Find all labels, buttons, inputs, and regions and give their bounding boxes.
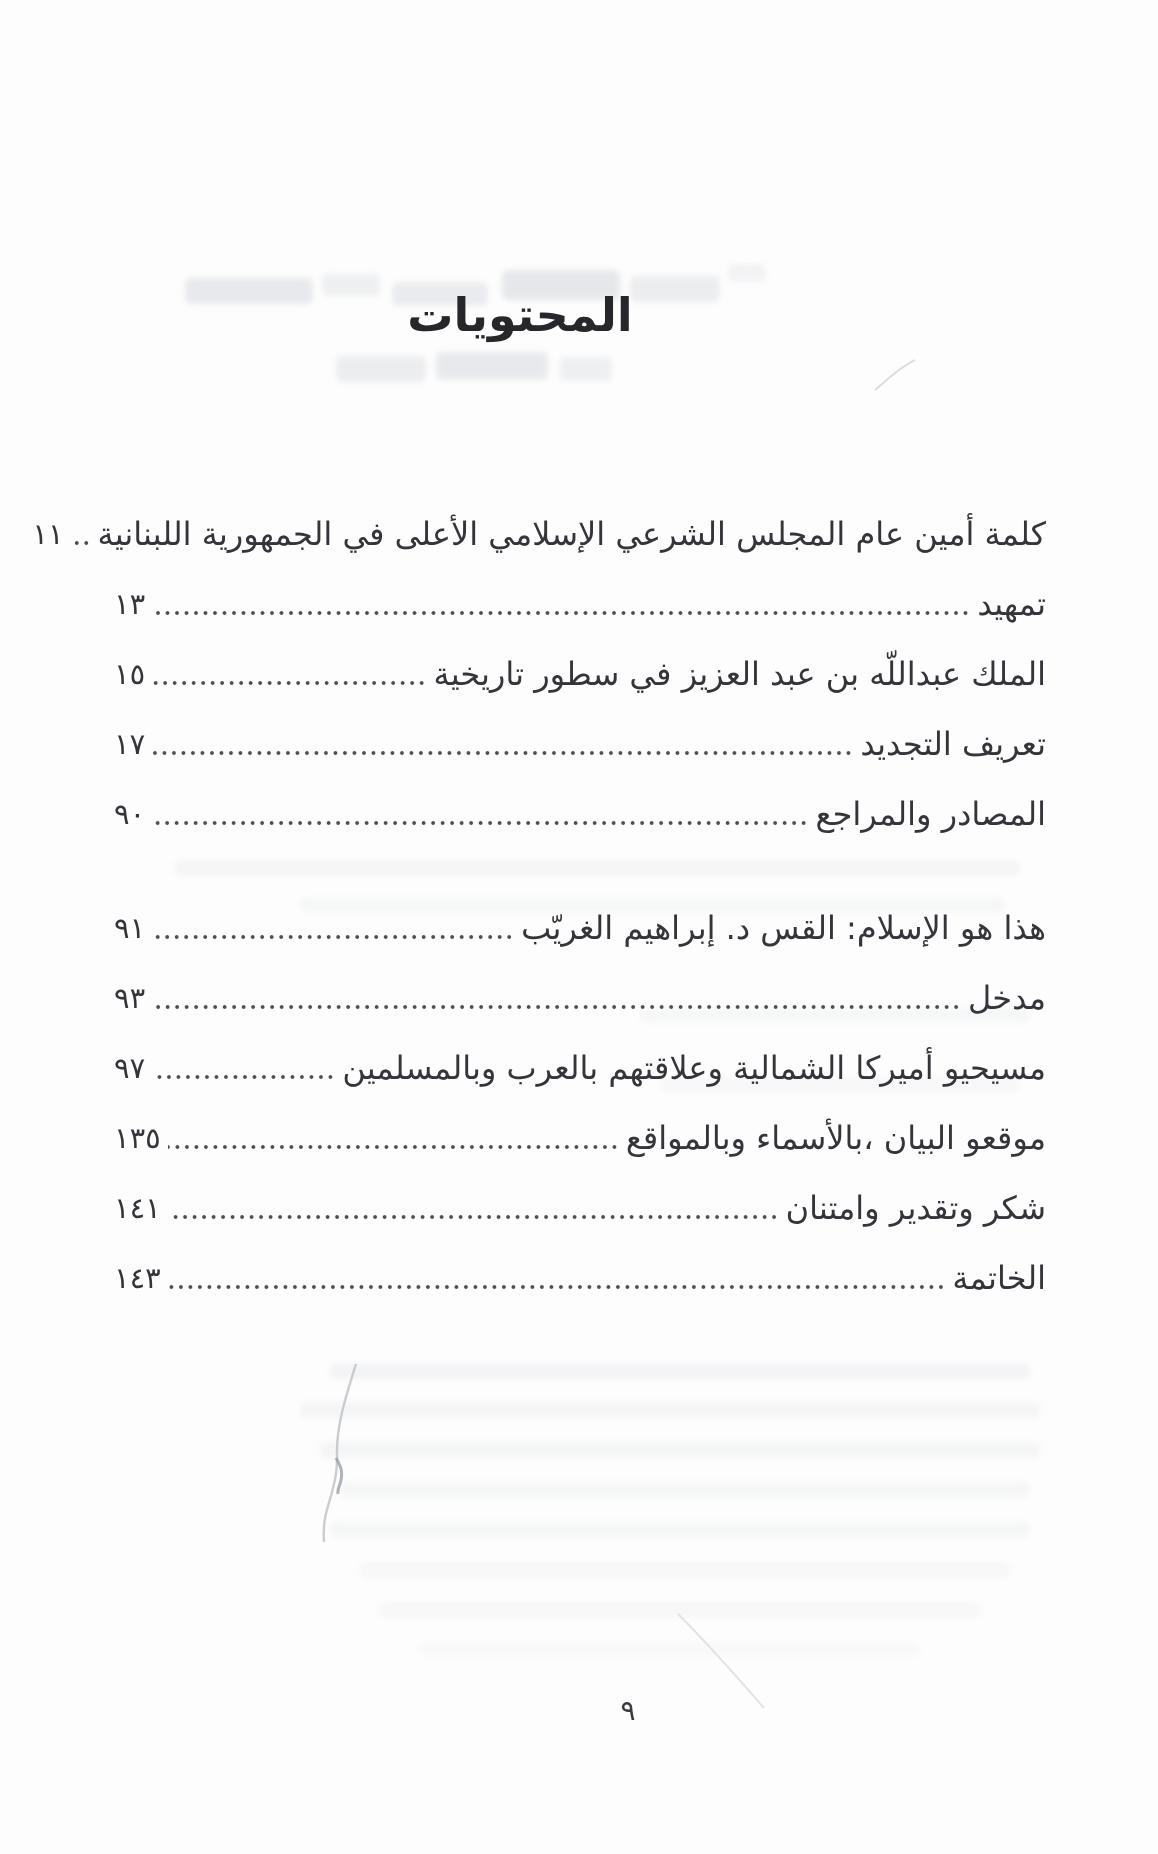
toc-leader-dots — [168, 1282, 946, 1292]
ghost-text-line — [340, 1482, 1030, 1498]
toc-entry-page-number: ٩٧ — [114, 1051, 146, 1085]
toc-leader-dots — [168, 1212, 779, 1222]
toc-entry-label: هذا هو الإسلام: القس د. إبراهيم الغريّب — [521, 909, 1046, 947]
toc-entry-page-number: ١٣٥ — [114, 1121, 161, 1155]
toc-leader-dots — [152, 608, 970, 618]
toc-leader-dots — [152, 818, 808, 828]
toc-entry-page-number: ٩١ — [114, 911, 146, 945]
toc-group — [114, 906, 1046, 1300]
ghost-text-line — [336, 356, 426, 382]
toc-entry-label: مسيحيو أميركا الشمالية وعلاقتهم بالعرب وبالمسلمين — [342, 1049, 1046, 1087]
toc-entry-label: الملك عبداللّه بن عبد العزيز في سطور تاريخية — [433, 655, 1046, 693]
toc-entry — [114, 1256, 1046, 1300]
toc-leader-dots — [71, 538, 91, 548]
ghost-text-line — [728, 264, 766, 282]
toc-entry — [114, 1046, 1046, 1090]
toc-entry — [114, 1186, 1046, 1230]
toc-entry-page-number: ١٥ — [114, 657, 146, 691]
toc-entry-label: كلمة أمين عام المجلس الشرعي الإسلامي الأعلى في الجمهورية اللبنانية — [97, 515, 1046, 553]
toc-entry-page-number: ١٤٣ — [114, 1261, 161, 1295]
toc-entry-label: الخاتمة — [952, 1259, 1046, 1297]
toc-leader-dots — [152, 1002, 961, 1012]
ghost-text-line — [330, 1363, 1030, 1379]
toc-entry-page-number: ١٣ — [114, 587, 146, 621]
toc-entry — [114, 652, 1046, 696]
toc-entry-label: تعريف التجديد — [860, 725, 1046, 763]
toc-list — [32, 512, 1046, 1326]
toc-entry-page-number: ٩٠ — [114, 797, 146, 831]
toc-entry-label: شكر وتقدير وامتنان — [785, 1189, 1046, 1227]
toc-entry-page-number: ١٧ — [114, 727, 146, 761]
crease-mark-small — [865, 352, 925, 402]
toc-entry-label: المصادر والمراجع — [815, 795, 1046, 833]
toc-entry-page-number: ٩٣ — [114, 981, 146, 1015]
toc-leader-dots — [152, 932, 514, 942]
toc-entry-label: تمهيد — [977, 585, 1046, 623]
toc-entry-page-number: ١٤١ — [114, 1191, 161, 1225]
ghost-text-line — [320, 1442, 1040, 1458]
ghost-text-line — [360, 1562, 1010, 1578]
toc-entry-page-number: ١١ — [32, 517, 64, 551]
ghost-text-line — [436, 352, 548, 380]
toc-entry — [114, 582, 1046, 626]
ghost-text-line — [330, 1522, 1030, 1538]
crease-mark — [290, 1360, 400, 1550]
toc-entry-label: مدخل — [968, 979, 1046, 1017]
toc-entry — [114, 906, 1046, 950]
page-number: ٩ — [620, 1694, 636, 1727]
toc-leader-dots — [152, 748, 853, 758]
page-title: المحتويات — [407, 288, 633, 342]
toc-group — [32, 512, 1046, 836]
toc-leader-dots — [168, 1142, 619, 1152]
toc-entry — [114, 792, 1046, 836]
toc-entry — [114, 1116, 1046, 1160]
crease-mark-lower — [660, 1600, 780, 1720]
ghost-text-line — [560, 357, 612, 381]
toc-entry — [114, 976, 1046, 1020]
ghost-text-line — [300, 1402, 1040, 1418]
toc-leader-dots — [152, 1072, 335, 1082]
toc-entry — [32, 512, 1046, 556]
toc-entry-label: موقعو البيان ،بالأسماء وبالمواقع — [625, 1119, 1046, 1157]
toc-leader-dots — [152, 678, 426, 688]
toc-entry — [114, 722, 1046, 766]
